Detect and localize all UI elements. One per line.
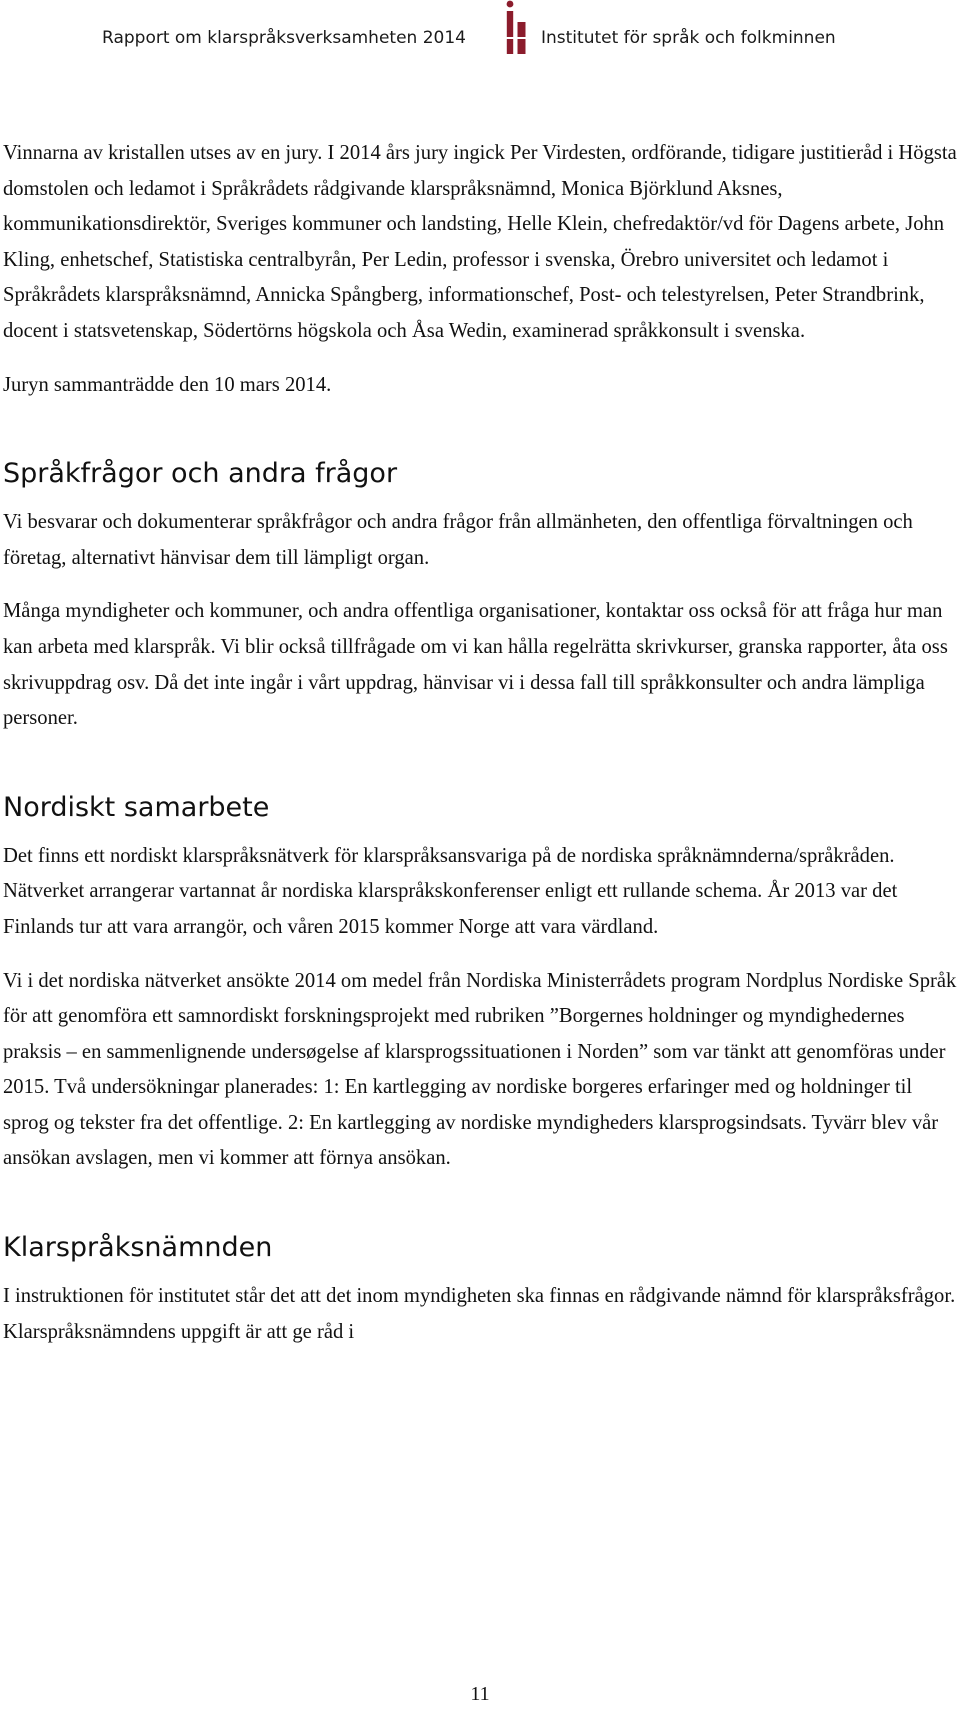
institute-logo-icon xyxy=(500,0,534,54)
page-number: 11 xyxy=(470,1683,490,1705)
jury-meeting-paragraph: Juryn sammanträdde den 10 mars 2014. xyxy=(3,373,332,396)
sprakfragor-paragraph-1: Vi besvarar och dokumenterar språkfrågor och andra frågor från allmänheten, den offentliga förvaltningen och företag, alternativt hänvisar dem till lämpligt organ. xyxy=(3,511,913,569)
section-heading-sprakfragor: Språkfrågor och andra frågor xyxy=(3,458,398,490)
report-title: Rapport om klarspråksverksamheten 2014 xyxy=(102,28,466,48)
document-body xyxy=(3,136,958,1350)
section-heading-klarspraksnamnden: Klarspråksnämnden xyxy=(3,1232,273,1264)
nordiskt-paragraph-2: Vi i det nordiska nätverket ansökte 2014 om medel från Nordiska Ministerrådets program Nordplus Nordiske Språk för att genomföra ett samnordiskt forskningsprojekt med rubriken ”Borgernes holdninger og myndighedernes praksis – en sammenlignende undersøgelse af klarsprogssituationen i Norden” som var tänkt att genomföras under 2015. Två undersökningar planerades: 1: En kartlegging av nordiske borgeres erfaringer med og holdninger til sprog og tekster fra det offentlige. 2: En kartlegging av nordiske myndigheders klarsprogsindsats. Tyvärr blev vår ansökan avslagen, men vi kommer att förnya ansökan. xyxy=(3,969,957,1170)
page-header xyxy=(0,0,960,70)
nordiskt-paragraph-1: Det finns ett nordiskt klarspråksnätverk för klarspråksansvariga på de nordiska språknämnderna/språkråden. Nätverket arrangerar vartannat år nordiska klarspråkskonferenser enligt ett rullande schema. År 2013 var det Finlands tur att vara arrangör, och våren 2015 kommer Norge att vara värdland. xyxy=(3,844,898,938)
section-heading-nordiskt: Nordiskt samarbete xyxy=(3,791,270,823)
jury-paragraph: Vinnarna av kristallen utses av en jury. I 2014 års jury ingick Per Virdesten, ordförande, tidigare justitieråd i Högsta domstolen och ledamot i Språkrådets rådgivande klarspråksnämnd, Monica Björklund Aksnes, kommunikationsdirektör, Sveriges kommuner och landsting, Helle Klein, chefredaktör/vd för Dagens arbete, John Kling, enhetschef, Statistiska centralbyrån, Per Ledin, professor i svenska, Örebro universitet och ledamot i Språkrådets klarspråksnämnd, Annicka Spångberg, informationschef, Post- och telestyrelsen, Peter Strandbrink, docent i statsvetenskap, Södertörns högskola och Åsa Wedin, examinerad språkkonsult i svenska. xyxy=(3,142,957,342)
sprakfragor-paragraph-2: Många myndigheter och kommuner, och andra offentliga organisationer, kontaktar oss också för att fråga hur man kan arbeta med klarspråk. Vi blir också tillfrågade om vi kan hålla regelrätta skrivkurser, granska rapporter, åta oss skrivuppdrag osv. Då det inte ingår i vårt uppdrag, hänvisar vi i dessa fall till språkkonsulter och andra lämpliga personer. xyxy=(3,600,948,730)
institute-name: Institutet för språk och folkminnen xyxy=(541,28,836,48)
klarspraksnamnden-paragraph-1: I instruktionen för institutet står det att det inom myndigheten ska finnas en rådgivande nämnd för klarspråksfrågor. Klarspråksnämndens uppgift är att ge råd i xyxy=(3,1285,956,1343)
